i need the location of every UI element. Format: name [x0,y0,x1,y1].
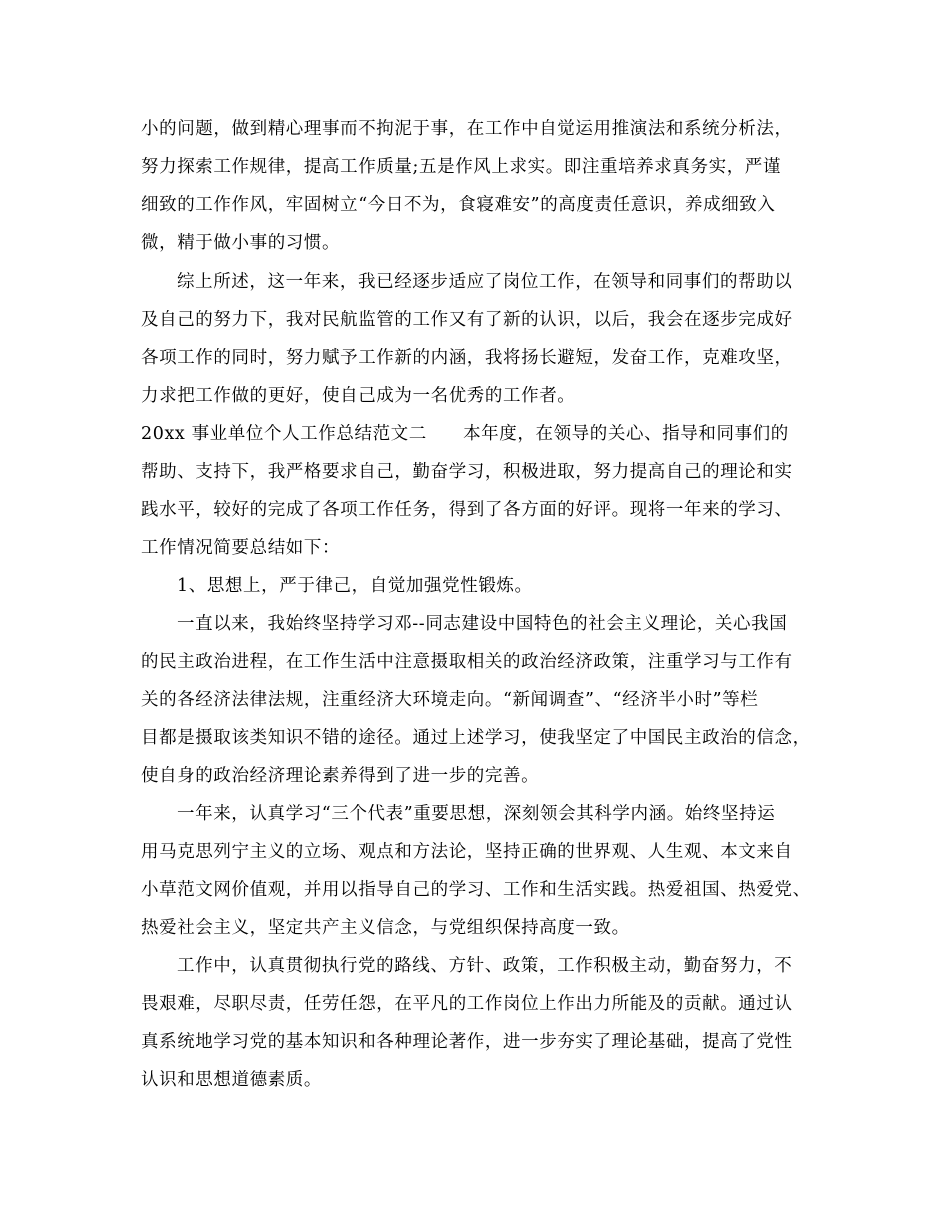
paragraph-first-line: 工作中，认真贯彻执行党的路线、方针、政策，工作积极主动，勤奋努力，不 [177,956,793,976]
text-line: 微，精于做小事的习惯。 [141,233,341,253]
paragraph-first-line: 综上所述，这一年来，我已经逐步适应了岗位工作，在领导和同事们的帮助以 [177,272,793,292]
text-line: 帮助、支持下，我严格要求自己，勤奋学习，积极进取，努力提高自己的理论和实 [141,462,793,482]
text-line: 及自己的努力下，我对民航监管的工作又有了新的认识，以后，我会在逐步完成好 [141,310,793,330]
text-line: 力求把工作做的更好，使自己成为一名优秀的工作者。 [141,386,576,406]
section-heading-line: 20xx 事业单位个人工作总结范文二 本年度，在领导的关心、指导和同事们的 [141,424,789,444]
paragraph-first-line: 一年来，认真学习“三个代表”重要思想，深刻领会其科学内涵。始终坚持运 [177,804,776,824]
text-line: 热爱社会主义，坚定共产主义信念，与党组织保持高度一致。 [141,918,630,938]
text-line: 用马克思列宁主义的立场、观点和方法论，坚持正确的世界观、人生观、本文来自 [141,842,793,862]
text-line: 目都是摄取该类知识不错的途径。通过上述学习，使我坚定了中国民主政治的信念， [141,728,811,748]
paragraph-first-line: 一直以来，我始终坚持学习邓--同志建设中国特色的社会主义理论，关心我国 [177,614,788,634]
text-line: 努力探索工作规律，提高工作质量;五是作风上求实。即注重培养求真务实，严谨 [141,157,781,177]
text-line: 的民主政治进程，在工作生活中注意摄取相关的政治经济政策，注重学习与工作有 [141,652,793,672]
text-line: 细致的工作作风，牢固树立“今日不为，食寝难安”的高度责任意识，养成细致入 [141,195,776,215]
text-line: 小的问题，做到精心理事而不拘泥于事，在工作中自觉运用推演法和系统分析法， [141,119,793,139]
text-line: 使自身的政治经济理论素养得到了进一步的完善。 [141,766,540,786]
text-line: 工作情况简要总结如下： [141,538,341,558]
text-line: 小草范文网价值观，并用以指导自己的学习、工作和生活实践。热爱祖国、热爱党、 [141,880,811,900]
text-line: 各项工作的同时，努力赋予工作新的内涵，我将扬长避短，发奋工作，克难攻坚， [141,348,793,368]
text-line: 践水平，较好的完成了各项工作任务，得到了各方面的好评。现将一年来的学习、 [141,500,793,520]
text-line: 真系统地学习党的基本知识和各种理论著作，进一步夯实了理论基础，提高了党性 [141,1032,793,1052]
numbered-heading: 1、思想上，严于律己，自觉加强党性锻炼。 [177,576,533,596]
text-line: 畏艰难，尽职尽责，任劳任怨，在平凡的工作岗位上作出力所能及的贡献。通过认 [141,994,793,1014]
text-line: 关的各经济法律法规，注重经济大环境走向。“新闻调查”、“经济半小时”等栏 [141,690,759,710]
text-line: 认识和思想道德素质。 [141,1070,322,1090]
